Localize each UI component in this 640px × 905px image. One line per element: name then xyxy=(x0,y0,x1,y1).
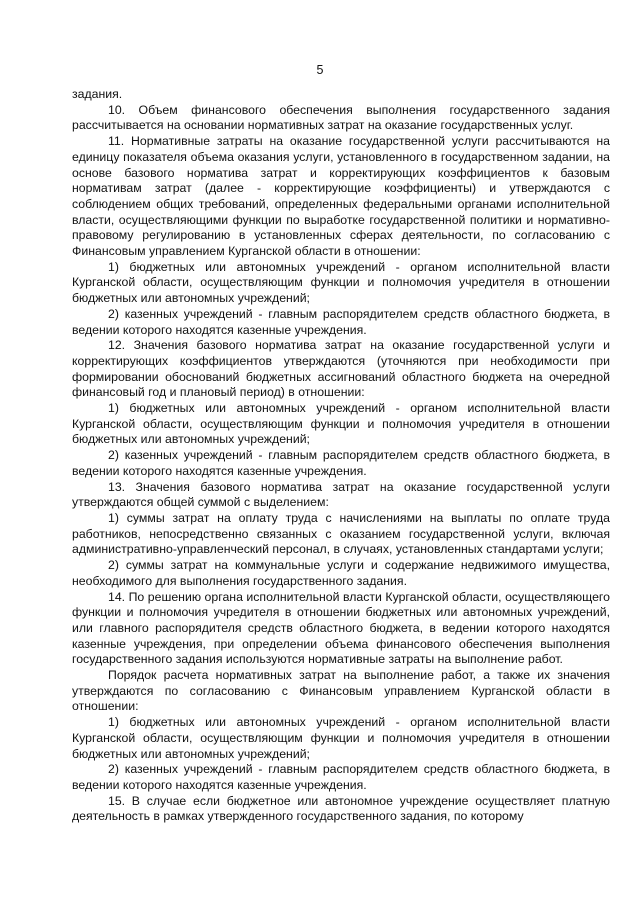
paragraph-12: 12. Значения базового норматива затрат на оказание государственной услуги и корректирующих коэффициентов утверждаются (уточняются при необходимости при формировании обоснований бюджетных ассигнований областного бюджета на очередной финансовый год и плановый период) в отношении: xyxy=(72,338,610,400)
paragraph-13: 13. Значения базового норматива затрат на оказание государственной услуги утверждаются общей суммой с выделением: xyxy=(72,479,610,510)
paragraph-11-item-1: 1) бюджетных или автономных учреждений - органом исполнительной власти Курганской области, осуществляющим функции и полномочия учредителя в отношении бюджетных или автономных учреждений; xyxy=(72,259,610,306)
paragraph-continuation: задания. xyxy=(72,87,123,101)
paragraph-11-item-2: 2) казенных учреждений - главным распорядителем средств областного бюджета, в ведении которого находятся казенные учреждения. xyxy=(72,306,610,337)
paragraph-14: 14. По решению органа исполнительной власти Курганской области, осуществляющего функции и полномочия учредителя в отношении бюджетных или автономных учреждений, или главного распорядителя средств областного бюджета, в ведении которого находятся казенные учреждения, при определении объема финансового обеспечения выполнения государственного задания используются нормативные затраты на выполнение работ. xyxy=(72,589,610,667)
paragraph-12-item-2: 2) казенных учреждений - главным распорядителем средств областного бюджета, в ведении которого находятся казенные учреждения. xyxy=(72,448,610,478)
document-body xyxy=(72,87,610,825)
paragraph-14-item-2: 2) казенных учреждений - главным распорядителем средств областного бюджета, в ведении которого находятся казенные учреждения. xyxy=(72,762,610,792)
paragraph-13-item-2: 2) суммы затрат на коммунальные услуги и содержание недвижимого имущества, необходимого для выполнения государственного задания. xyxy=(72,558,610,588)
paragraph-14-procedure: Порядок расчета нормативных затрат на выполнение работ, а также их значения утверждаются по согласованию с Финансовым управлением Курганской области в отношении: xyxy=(72,668,610,714)
paragraph-10: 10. Объем финансового обеспечения выполнения государственного задания рассчитывается на основании нормативных затрат на оказание государственных услуг. xyxy=(72,102,610,133)
paragraph-14-item-1: 1) бюджетных или автономных учреждений - органом исполнительной власти Курганской области, осуществляющим функции и полномочия учредителя в отношении бюджетных или автономных учреждений; xyxy=(72,715,610,761)
paragraph-12-item-1: 1) бюджетных или автономных учреждений - органом исполнительной власти Курганской области, осуществляющим функции и полномочия учредителя в отношении бюджетных или автономных учреждений; xyxy=(72,401,610,447)
paragraph-15: 15. В случае если бюджетное или автономное учреждение осуществляет платную деятельность в рамках утвержденного государственного задания, по которому xyxy=(72,793,610,824)
paragraph-13-item-1: 1) суммы затрат на оплату труда с начислениями на выплаты по оплате труда работников, непосредственно связанных с оказанием государственной услуги, включая административно-управленческий персонал, в случаях, установленных стандартами услуги; xyxy=(72,510,610,557)
page-number: 5 xyxy=(316,63,324,77)
paragraph-11: 11. Нормативные затраты на оказание государственной услуги рассчитываются на единицу показателя объема оказания услуги, установленного в государственном задании, на основе базового норматива затрат и корректирующих коэффициентов к базовым нормативам затрат (далее - корректирующие коэффициенты) и утверждаются с соблюдением общих требований, определенных федеральными органами исполнительной власти, осуществляющими функции по выработке государственной политики и нормативно-правовому регулированию в установленных сферах деятельности, по согласованию с Финансовым управлением Курганской области в отношении: xyxy=(72,134,610,259)
